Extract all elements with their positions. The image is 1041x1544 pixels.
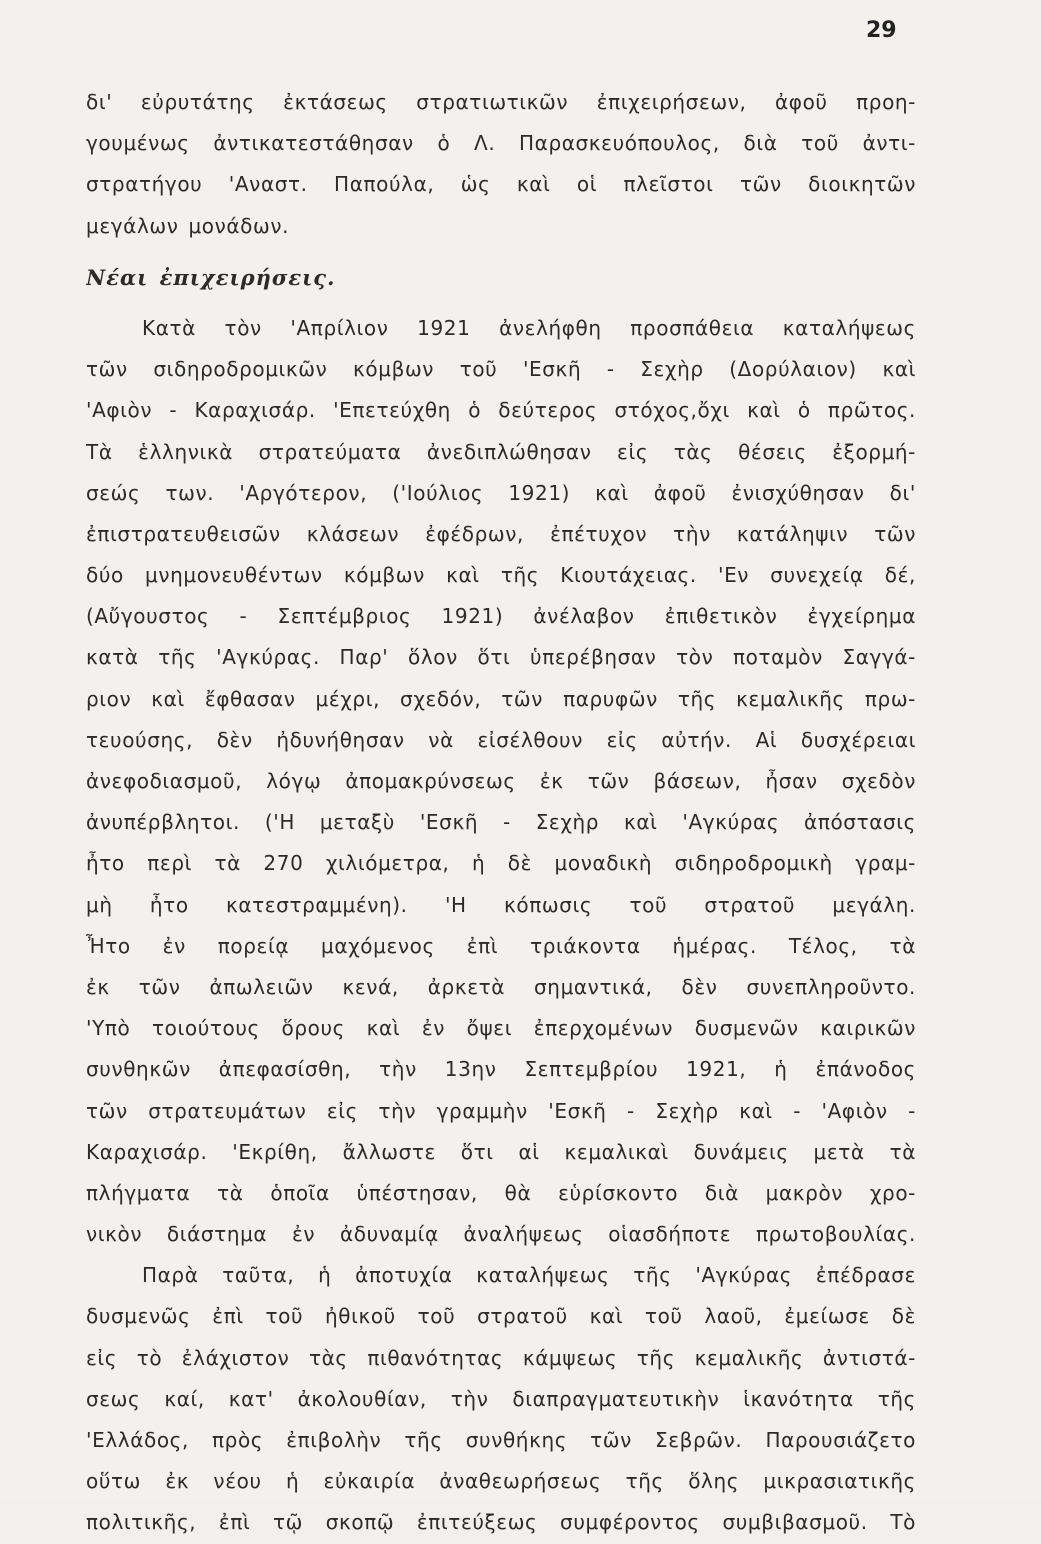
- text-line: ἀνεφοδιασμοῦ, λόγῳ ἀπομακρύνσεως ἐκ τῶν βάσεων, ἦσαν σχεδὸν: [86, 769, 916, 793]
- text-line: γουμένως ἀντικατεστάθησαν ὁ Λ. Παρασκευόπουλος, διὰ τοῦ ἀντι-: [86, 131, 916, 156]
- text-line: στρατήγου 'Αναστ. Παπούλα, ὡς καὶ οἱ πλεῖστοι τῶν διοικητῶν: [86, 172, 916, 197]
- text-line: εἰς τὸ ἐλάχιστον τὰς πιθανότητας κάμψεως τῆς κεμαλικῆς ἀντιστά-: [86, 1345, 916, 1370]
- text-line: μὴ ἦτο κατεστραμμένη). 'Η κόπωσις τοῦ στρατοῦ μεγάλη.: [86, 892, 916, 917]
- text-line: ἐπιστρατευθεισῶν κλάσεων ἐφέδρων, ἐπέτυχον τὴν κατάληψιν τῶν: [86, 521, 916, 546]
- text-line: σεώς των. 'Αργότερον, ('Ιούλιος 1921) καὶ ἀφοῦ ἐνισχύθησαν δι': [86, 480, 916, 505]
- text-line: νικὸν διάστημα ἐν ἀδυναμίᾳ ἀναλήψεως οἱασδήποτε πρωτοβουλίας.: [86, 1222, 916, 1247]
- text-line: ριον καὶ ἔφθασαν μέχρι, σχεδόν, τῶν παρυφῶν τῆς κεμαλικῆς πρω-: [86, 686, 916, 711]
- text-line: Κατὰ τὸν 'Απρίλιον 1921 ἀνελήφθη προσπάθεια καταλήψεως: [142, 315, 916, 340]
- text-line: ἐκ τῶν ἀπωλειῶν κενά, ἀρκετὰ σημαντικά, δὲν συνεπληροῦντο.: [86, 974, 916, 999]
- page-number: 29: [866, 18, 897, 43]
- text-line: 'Υπὸ τοιούτους ὅρους καὶ ἐν ὄψει ἐπερχομένων δυσμενῶν καιρικῶν: [86, 1016, 916, 1041]
- text-line: Παρὰ ταῦτα, ἡ ἀποτυχία καταλήψεως τῆς 'Αγκύρας ἐπέδρασε: [142, 1263, 916, 1288]
- text-line: 'Ελλάδος, πρὸς ἐπιβολὴν τῆς συνθήκης τῶν Σεβρῶν. Παρουσιάζετο: [86, 1428, 916, 1452]
- text-line: δι' εὐρυτάτης ἐκτάσεως στρατιωτικῶν ἐπιχειρήσεων, ἀφοῦ προη-: [86, 90, 916, 114]
- text-line: ἀνυπέρβλητοι. ('Η μεταξὺ 'Εσκῆ - Σεχὴρ καὶ 'Αγκύρας ἀπόστασις: [86, 810, 916, 835]
- text-line: οὕτω ἐκ νέου ἡ εὐκαιρία ἀναθεωρήσεως τῆς ὅλης μικρασιατικῆς: [86, 1469, 916, 1494]
- text-line: κατὰ τῆς 'Αγκύρας. Παρ' ὅλον ὅτι ὑπερέβησαν τὸν ποταμὸν Σαγγά-: [86, 645, 916, 670]
- text-line: Καραχισάρ. 'Εκρίθη, ἄλλωστε ὅτι αἱ κεμαλικαὶ δυνάμεις μετὰ τὰ: [86, 1139, 916, 1164]
- section-heading: Νέαι ἐπιχειρήσεις.: [86, 264, 336, 290]
- text-line: Ἦτο ἐν πορείᾳ μαχόμενος ἐπὶ τριάκοντα ἡμέρας. Τέλος, τὰ: [86, 933, 916, 958]
- text-line: τῶν σιδηροδρομικῶν κόμβων τοῦ 'Εσκῆ - Σεχὴρ (Δορύλαιον) καὶ: [86, 357, 916, 382]
- text-line: 'Αφιὸν - Καραχισάρ. 'Επετεύχθη ὁ δεύτερος στόχος,ὄχι καὶ ὁ πρῶτος.: [86, 398, 916, 423]
- body-text: [86, 82, 916, 1544]
- text-line: μεγάλων μονάδων.: [86, 213, 290, 238]
- text-line: συνθηκῶν ἀπεφασίσθη, τὴν 13ην Σεπτεμβρίου 1921, ἡ ἐπάνοδος: [86, 1057, 916, 1082]
- text-line: (Αὔγουστος - Σεπτέμβριος 1921) ἀνέλαβον ἐπιθετικὸν ἐγχείρημα: [86, 604, 916, 629]
- text-line: Τὰ ἑλληνικὰ στρατεύματα ἀνεδιπλώθησαν εἰς τὰς θέσεις ἐξορμή-: [86, 439, 916, 464]
- text-line: δυσμενῶς ἐπὶ τοῦ ἠθικοῦ τοῦ στρατοῦ καὶ τοῦ λαοῦ, ἐμείωσε δὲ: [86, 1304, 916, 1329]
- text-line: τευούσης, δὲν ἠδυνήθησαν νὰ εἰσέλθουν εἰς αὐτήν. Αἱ δυσχέρειαι: [86, 727, 916, 752]
- text-line: σεως καί, κατ' ἀκολουθίαν, τὴν διαπραγματευτικὴν ἱκανότητα τῆς: [86, 1386, 916, 1411]
- text-line: ἦτο περὶ τὰ 270 χιλιόμετρα, ἡ δὲ μοναδικὴ σιδηροδρομικὴ γραμ-: [86, 851, 916, 876]
- text-line: δύο μνημονευθέντων κόμβων καὶ τῆς Κιουτάχειας. 'Εν συνεχείᾳ δέ,: [86, 563, 916, 588]
- text-line: πλήγματα τὰ ὁποῖα ὑπέστησαν, θὰ εὑρίσκοντο διὰ μακρὸν χρο-: [86, 1180, 916, 1205]
- text-line: τῶν στρατευμάτων εἰς τὴν γραμμὴν 'Εσκῆ - Σεχὴρ καὶ - 'Αφιὸν -: [86, 1098, 916, 1123]
- text-line: πολιτικῆς, ἐπὶ τῷ σκοπῷ ἐπιτεύξεως συμφέροντος συμβιβασμοῦ. Τὸ: [86, 1510, 916, 1535]
